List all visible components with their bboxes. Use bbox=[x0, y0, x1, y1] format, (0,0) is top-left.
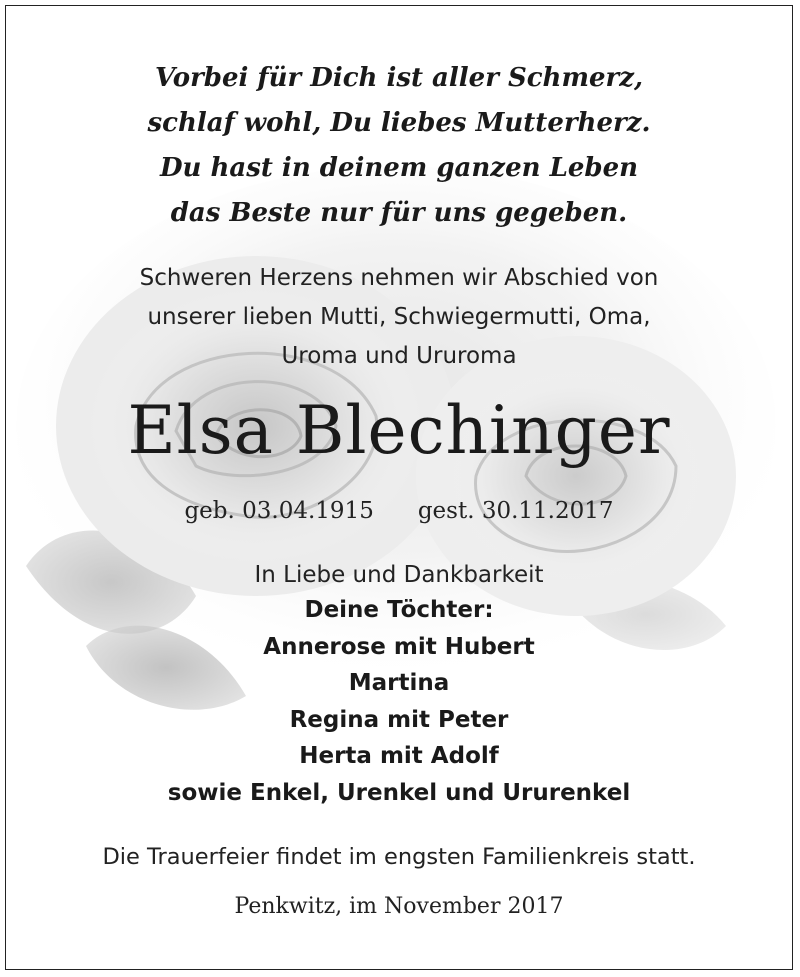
obituary-content bbox=[6, 6, 792, 969]
mourner-line: Martina bbox=[348, 670, 450, 696]
intro-line: Schweren Herzens nehmen wir Abschied von bbox=[139, 265, 659, 291]
life-dates bbox=[6, 494, 792, 528]
dedication-line: In Liebe und Dankbarkeit bbox=[254, 562, 544, 588]
memorial-poem bbox=[6, 56, 792, 236]
intro-line: Uroma und Ururoma bbox=[281, 343, 517, 369]
death-date: gest. 30.11.2017 bbox=[417, 498, 614, 524]
farewell-intro bbox=[6, 259, 792, 376]
mourner-line: Deine Töchter: bbox=[304, 597, 494, 623]
mourner-line: Annerose mit Hubert bbox=[263, 633, 535, 660]
mourners-list bbox=[6, 592, 792, 811]
poem-line: Vorbei für Dich ist aller Schmerz, bbox=[154, 63, 644, 93]
mourner-line: sowie Enkel, Urenkel und Ururenkel bbox=[167, 779, 631, 806]
deceased-name: Elsa Blechinger bbox=[127, 392, 671, 469]
intro-line: unserer lieben Mutti, Schwiegermutti, Oma, bbox=[147, 304, 651, 330]
birth-date: geb. 03.04.1915 bbox=[184, 498, 374, 524]
poem-line: schlaf wohl, Du liebes Mutterherz. bbox=[147, 108, 651, 138]
mourner-line: Herta mit Adolf bbox=[299, 743, 499, 769]
mourner-line: Regina mit Peter bbox=[289, 706, 509, 733]
obituary-frame bbox=[5, 5, 793, 970]
poem-line: Du hast in deinem ganzen Leben bbox=[159, 153, 639, 183]
poem-line: das Beste nur für uns gegeben. bbox=[170, 198, 628, 228]
place-and-date: Penkwitz, im November 2017 bbox=[234, 894, 564, 919]
funeral-note: Die Trauerfeier findet im engsten Familienkreis statt. bbox=[102, 844, 696, 870]
